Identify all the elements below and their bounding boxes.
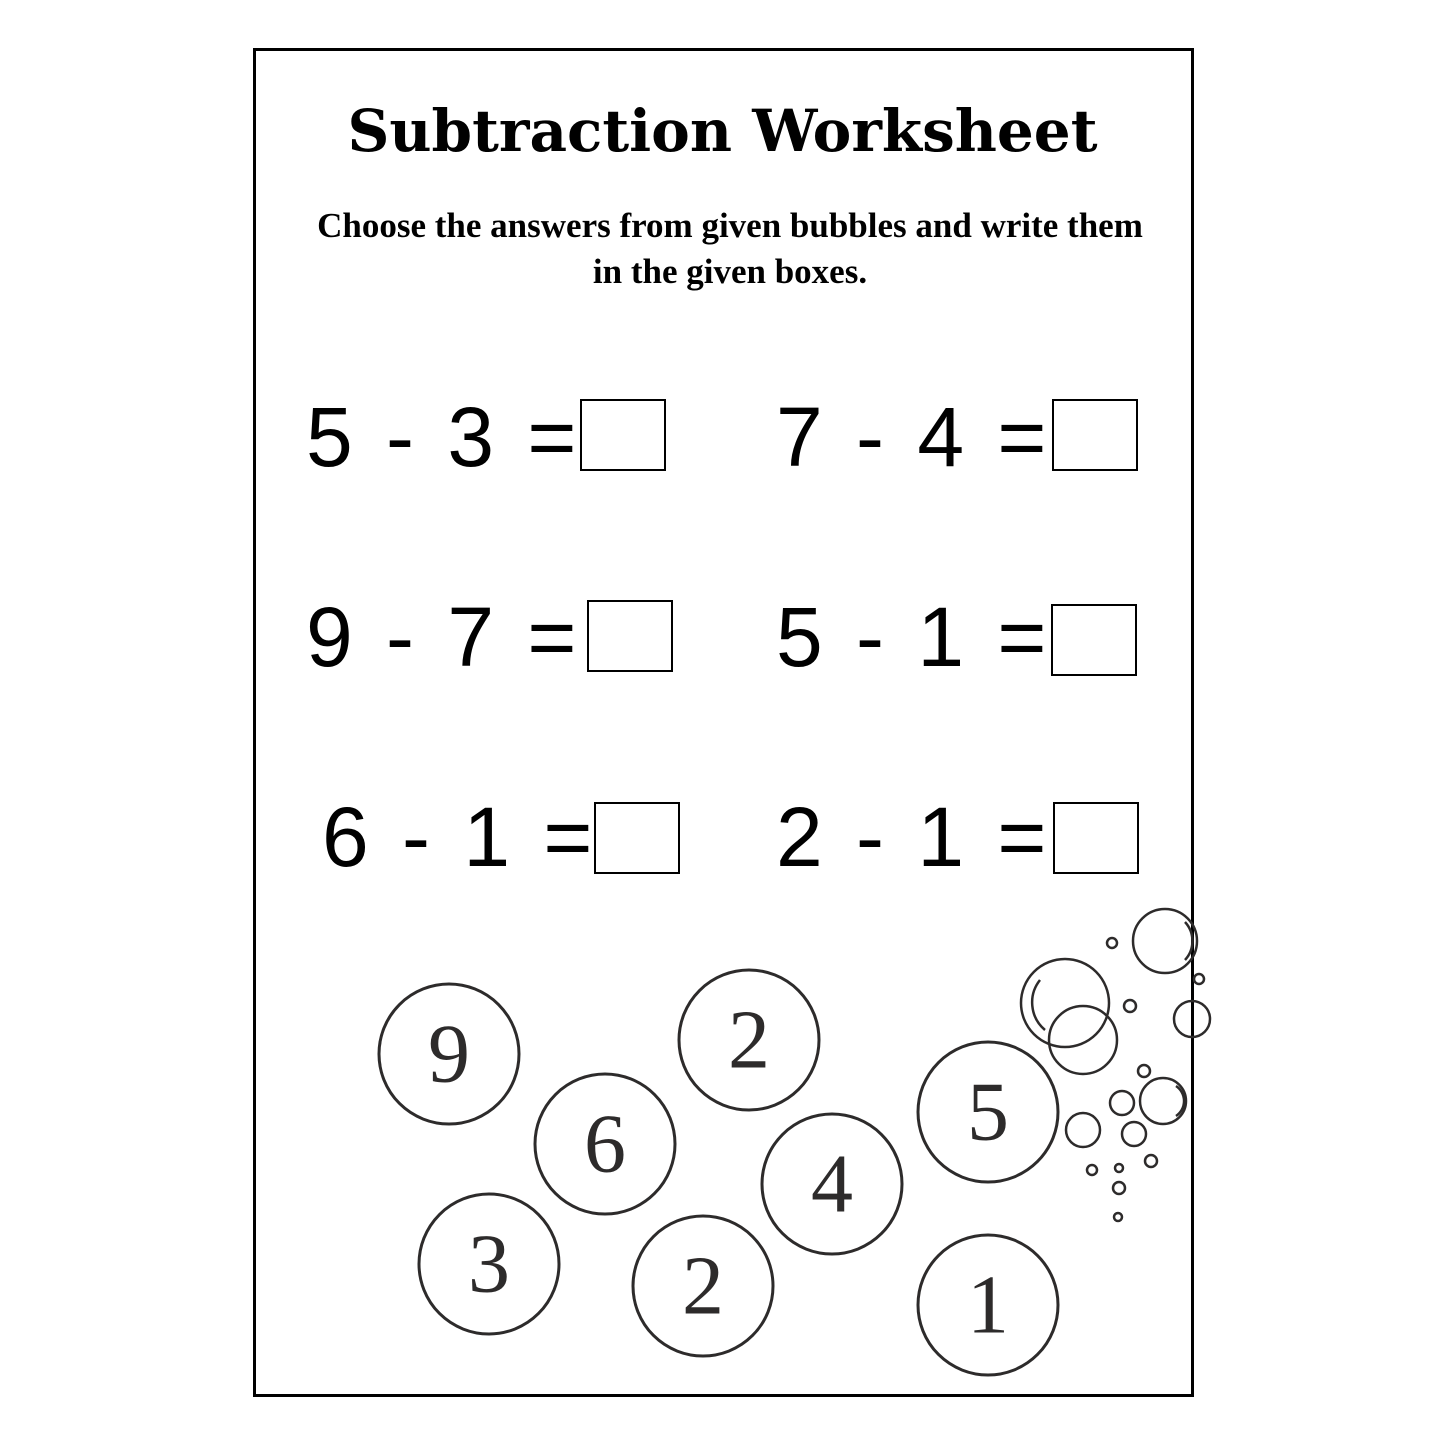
decor-bubble-icon [1114,1213,1122,1221]
decorative-bubbles [1021,909,1210,1221]
problem-5-expression: 6 - 1 = [322,790,595,884]
decor-bubble-icon [1066,1113,1100,1147]
worksheet-title: Subtraction Worksheet [347,97,1098,165]
decor-bubble-icon [1174,1001,1210,1037]
bubble-label-4: 4 [811,1137,853,1231]
bubble-label-6: 6 [584,1097,626,1191]
bubble-label-9: 9 [428,1007,470,1101]
decor-bubble-icon [1087,1165,1097,1175]
decor-bubble-icon [1133,909,1197,973]
instructions-text: Choose the answers from given bubbles and write them in the given boxes. [317,206,1143,291]
decor-bubble-icon [1145,1155,1157,1167]
decor-bubble-shine-icon [1032,980,1045,1030]
decor-bubble-icon [1194,974,1204,984]
decor-bubble-icon [1124,1000,1136,1012]
problem-6-expression: 2 - 1 = [776,790,1049,884]
decor-bubble-icon [1110,1091,1134,1115]
decor-bubble-icon [1049,1006,1117,1074]
problem-1-expression: 5 - 3 = [306,390,579,484]
bubble-label-2-bottom: 2 [682,1239,724,1333]
decor-bubble-icon [1021,959,1109,1047]
bubble-label-2-top: 2 [728,993,770,1087]
decor-bubble-icon [1122,1122,1146,1146]
decor-bubble-icon [1107,938,1117,948]
bubble-label-5: 5 [967,1065,1009,1159]
decor-bubble-icon [1138,1065,1150,1077]
bubble-label-1: 1 [967,1258,1009,1352]
decor-bubble-icon [1115,1164,1123,1172]
problem-3-expression: 9 - 7 = [306,590,579,684]
problem-4-expression: 5 - 1 = [776,590,1049,684]
decor-bubble-shine-icon [1185,922,1192,960]
bubble-label-3: 3 [468,1217,510,1311]
problem-2-expression: 7 - 4 = [776,390,1049,484]
decor-bubble-icon [1113,1182,1125,1194]
decor-bubble-icon [1140,1078,1186,1124]
